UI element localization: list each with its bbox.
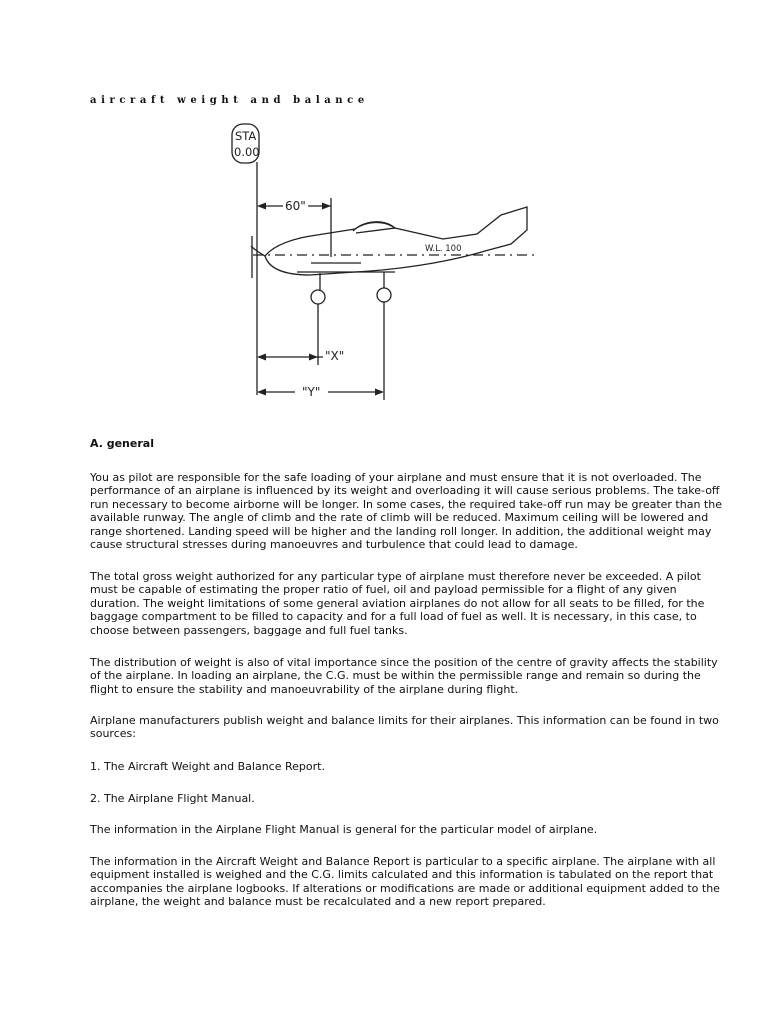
paragraph-line: The distribution of weight is also of vital importance since the position of the centre of gravity affects the stability xyxy=(90,656,718,669)
paragraph xyxy=(90,823,690,836)
paragraph-line: The information in the Airplane Flight Manual is general for the particular model of airplane. xyxy=(90,823,598,836)
paragraph-line: choose between passengers, baggage and full fuel tanks. xyxy=(90,623,408,637)
paragraph-line: cause structural stresses during manoeuvres and turbulence that could lead to damage. xyxy=(90,538,578,552)
aircraft-datum-diagram xyxy=(225,118,555,410)
paragraph-line: The total gross weight authorized for any particular type of airplane must therefore never be exceeded. A pilot xyxy=(90,570,701,583)
dimension-y-arrow-right xyxy=(375,389,384,396)
dimension-60-arrow-left xyxy=(257,203,266,210)
station-label-top: STA xyxy=(235,129,257,143)
aircraft-fuselage xyxy=(265,207,527,275)
dimension-x-arrow-left xyxy=(257,354,266,361)
paragraph xyxy=(90,855,720,909)
paragraph-line: equipment installed is weighed and the C.G. limits calculated and this information is tabulated on the report that xyxy=(90,868,714,882)
paragraph xyxy=(90,792,690,805)
paragraph-line: must be capable of estimating the proper ratio of fuel, oil and payload permissible for a flight of any given xyxy=(90,583,677,597)
paragraph-line: sources: xyxy=(90,727,136,741)
paragraph-line: of the airplane. In loading an airplane, the C.G. must be within the permissible range and remain so during the xyxy=(90,669,701,683)
dimension-60-label: 60" xyxy=(285,199,306,213)
aircraft-canopy xyxy=(353,222,395,233)
paragraph-line: performance of an airplane is influenced by its weight and overloading it will cause serious problems. The take-off xyxy=(90,484,720,498)
paragraph-line: 2. The Airplane Flight Manual. xyxy=(90,792,255,805)
station-label-bottom: 0.00 xyxy=(234,145,260,159)
paragraph xyxy=(90,570,705,637)
paragraph-line: You as pilot are responsible for the safe loading of your airplane and must ensure that it is not overloaded. The xyxy=(90,471,702,484)
dimension-y-arrow-left xyxy=(257,389,266,396)
nose-wheel xyxy=(311,290,325,304)
paragraph-line: duration. The weight limitations of some general aviation airplanes do not allow for all seats to be filled, for the xyxy=(90,596,705,610)
paragraph-line: airplane, the weight and balance must be recalculated and a new report prepared. xyxy=(90,895,546,909)
dimension-x-label: "X" xyxy=(325,349,345,363)
paragraph-line: Airplane manufacturers publish weight and balance limits for their airplanes. This information can be found in two xyxy=(90,714,719,727)
paragraph-line: accompanies the airplane logbooks. If alterations or modifications are made or additional equipment added to the xyxy=(90,881,720,895)
paragraph xyxy=(90,471,722,552)
section-heading: A. general xyxy=(90,437,154,450)
waterline-label: W.L. 100 xyxy=(425,244,462,254)
paragraph-line: 1. The Aircraft Weight and Balance Report. xyxy=(90,760,325,773)
paragraph-line: available runway. The angle of climb and the rate of climb will be reduced. Maximum ceiling will be lowered and xyxy=(90,511,709,525)
document-title: aircraft weight and balance xyxy=(90,95,369,106)
dimension-x-arrow-right xyxy=(309,354,318,361)
paragraph-line: The information in the Aircraft Weight and Balance Report is particular to a specific airplane. The airplane with all xyxy=(90,855,716,868)
paragraph xyxy=(90,656,718,696)
dimension-60-arrow-right xyxy=(322,203,331,210)
paragraph xyxy=(90,760,690,773)
paragraph-line: range shortened. Landing speed will be higher and the landing roll longer. In addition, the additional weight may xyxy=(90,524,712,538)
paragraph xyxy=(90,714,719,741)
paragraph-line: baggage compartment to be filled to capacity and for a full load of fuel as well. It is necessary, in this case, to xyxy=(90,610,697,624)
paragraph-line: run necessary to become airborne will be longer. In some cases, the required take-off run may be greater than the xyxy=(90,497,722,511)
dimension-y-label: "Y" xyxy=(302,385,321,399)
main-wheel xyxy=(377,288,391,302)
paragraph-line: flight to ensure the stability and manoeuvrability of the airplane during flight. xyxy=(90,682,519,696)
